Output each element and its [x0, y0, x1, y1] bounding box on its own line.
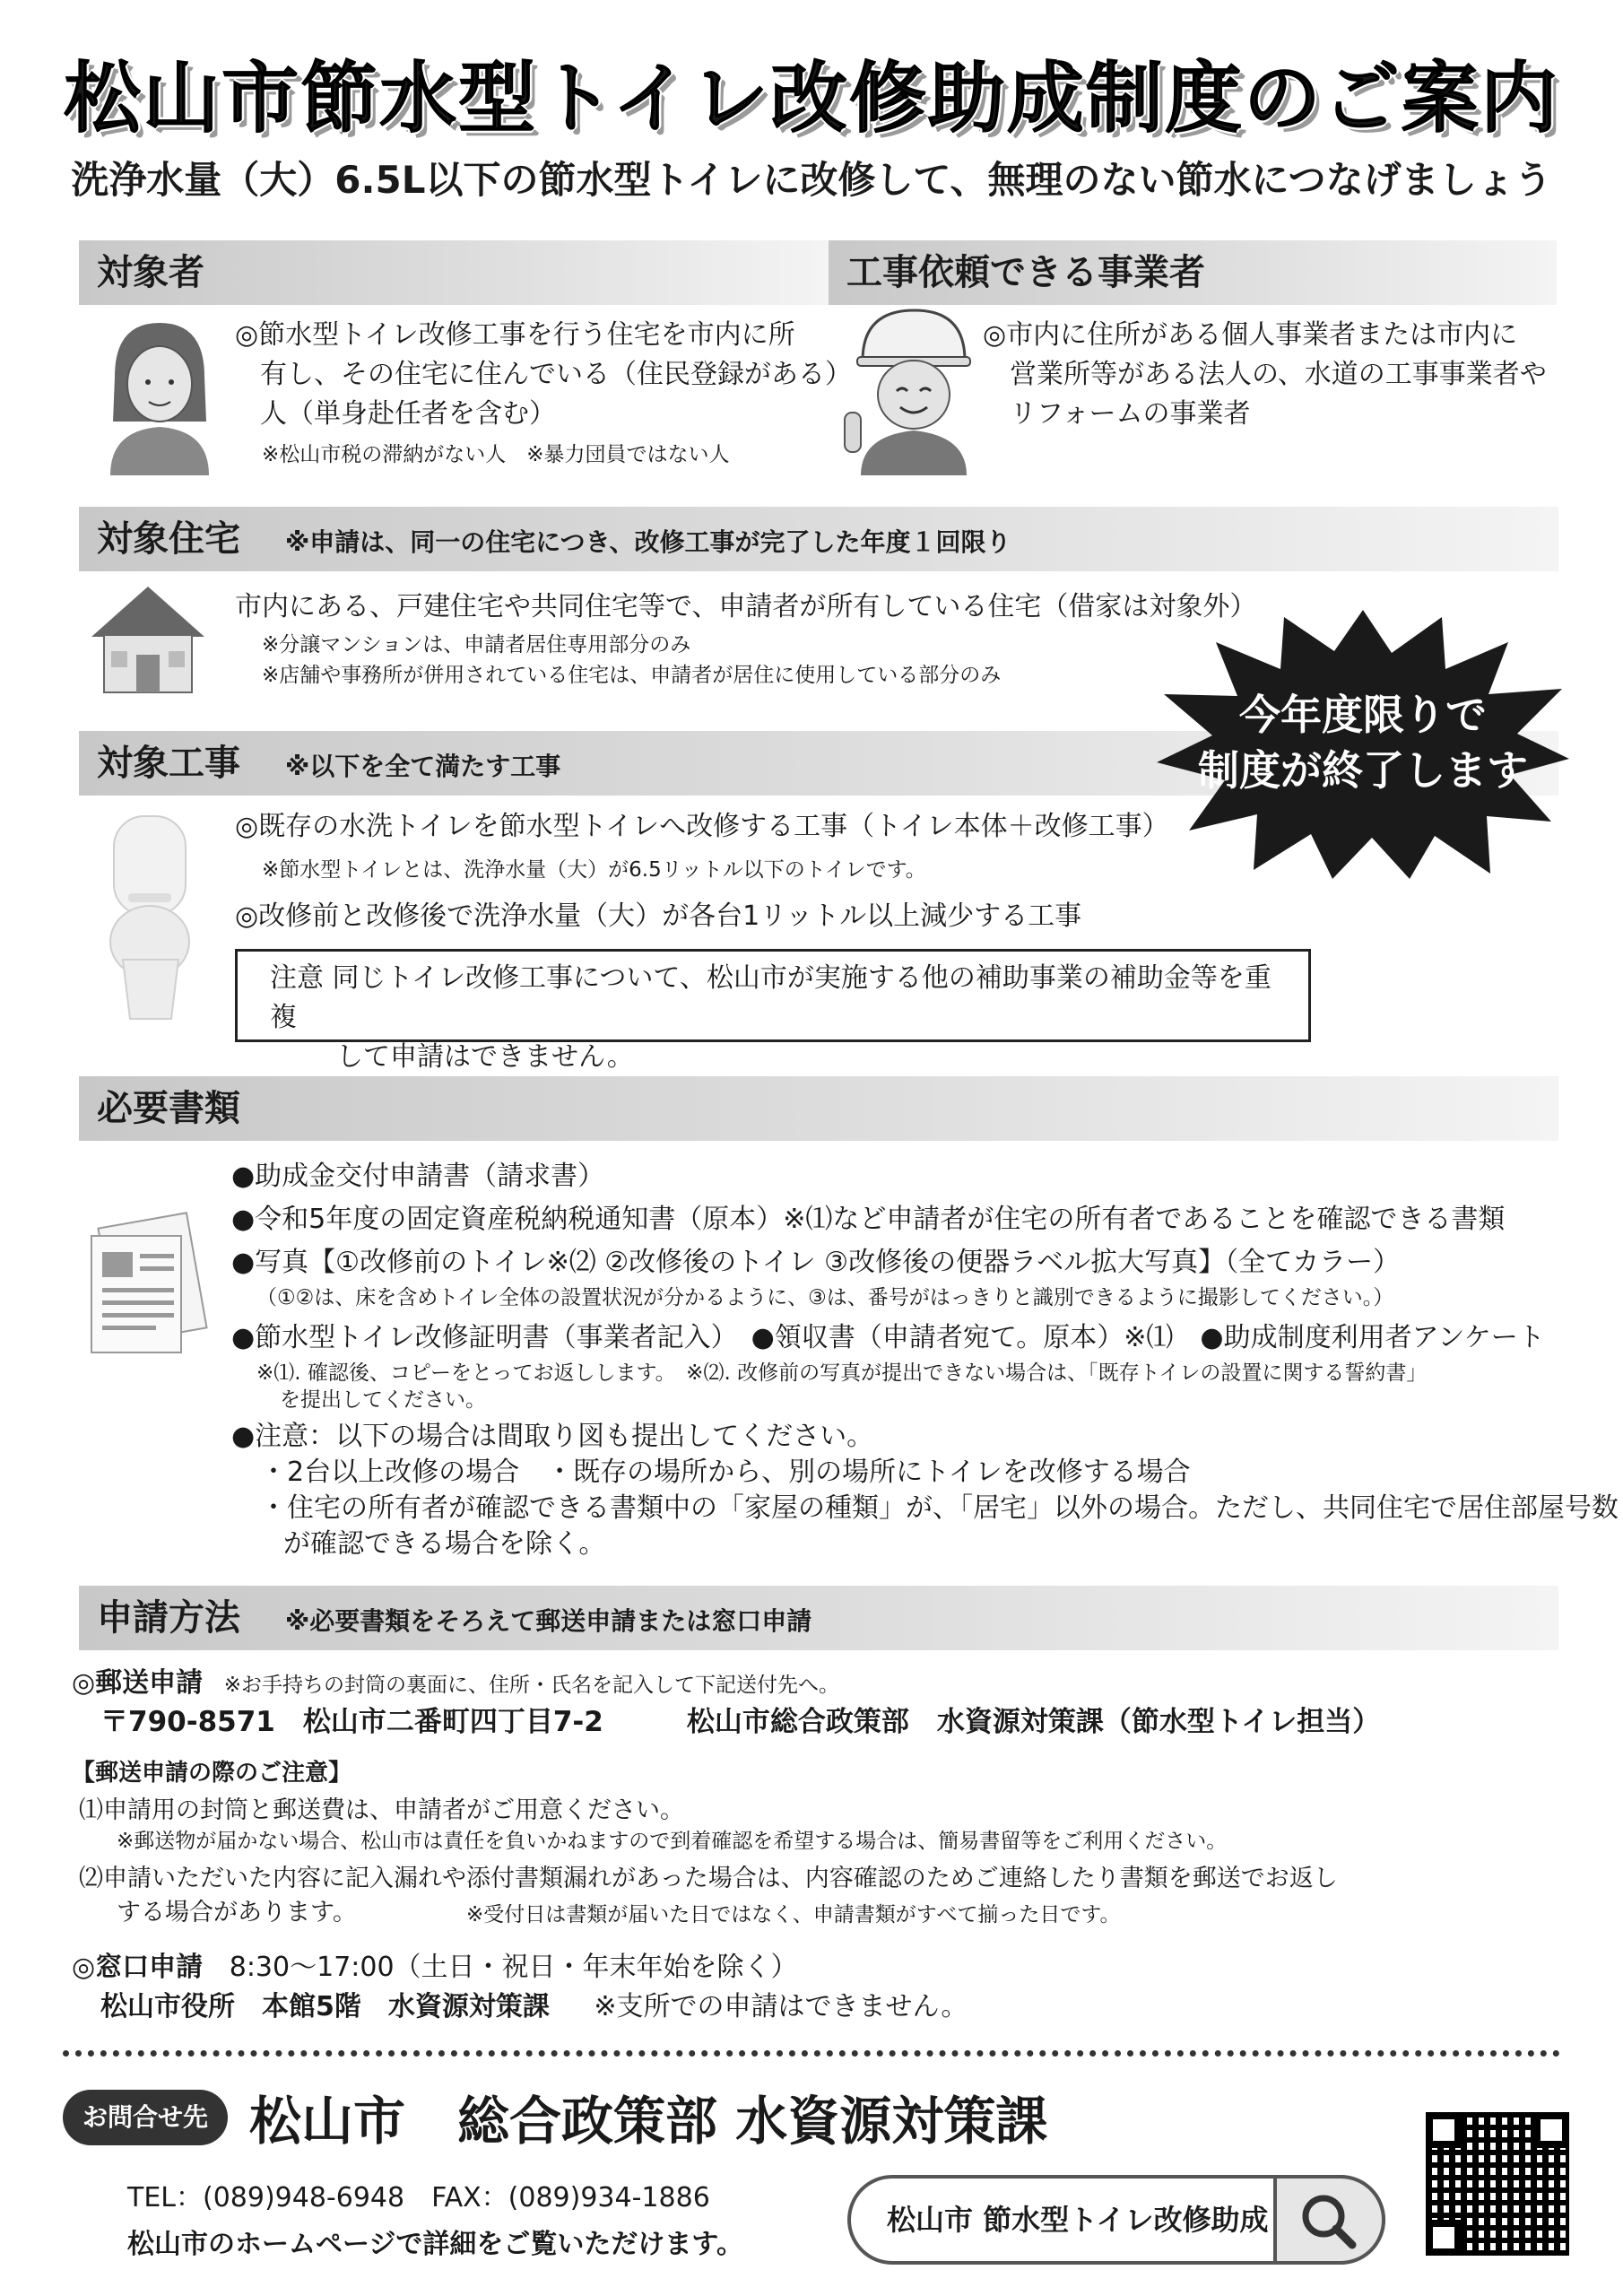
- section-heading-contractor: 工事依頼できる事業者: [829, 240, 1557, 305]
- work-note1: ※節水型トイレとは、洗浄水量（大）が6.5リットル以下のトイレです。: [262, 858, 926, 882]
- search-box-text: 松山市 節水型トイレ改修助成: [887, 2203, 1269, 2237]
- search-button[interactable]: [1273, 2175, 1385, 2265]
- work-line1: ◎既存の水洗トイレを節水型トイレへ改修する工事（トイレ本体＋改修工事）: [235, 811, 1169, 842]
- burst-line2: 制度が終了します: [1198, 746, 1528, 795]
- mail-caution2-note: ※受付日は書類が届いた日ではなく、申請書類がすべて揃った日です。: [466, 1903, 1121, 1926]
- house-heading-note: ※申請は、同一の住宅につき、改修工事が完了した年度１回限り: [285, 527, 1011, 557]
- mail-caution1: ⑴申請用の封筒と郵送費は、申請者がご用意ください。: [79, 1796, 684, 1824]
- worker-illustration: [843, 305, 977, 475]
- ending-notice-burst: [1157, 610, 1569, 879]
- eligible-person-note: ※松山市税の滞納がない人 ※暴力団員ではない人: [262, 443, 730, 466]
- contact-homepage: 松山市のホームページで詳細をご覧いただけます。: [127, 2229, 743, 2260]
- doc-item5-c: が確認できる場合を除く。: [283, 1528, 606, 1560]
- contact-office: 松山市 総合政策部 水資源対策課: [249, 2091, 1048, 2152]
- work-heading-label: 対象工事: [97, 743, 240, 784]
- work-heading-note: ※以下を全て満たす工事: [285, 752, 561, 781]
- mail-caution-head: 【郵送申請の際のご注意】: [72, 1760, 352, 1787]
- page-title: 松山市節水型トイレ改修助成制度のご案内: [64, 54, 1559, 144]
- doc-item5-b: ・住宅の所有者が確認できる書類中の「家屋の種類」が、「居宅」以外の場合。ただし、共同住宅で居住部屋号数: [260, 1492, 1619, 1524]
- qr-code[interactable]: [1426, 2112, 1569, 2256]
- mail-address: 〒790-8571 松山市二番町四丁目7-2 松山市総合政策部 水資源対策課（節水型トイレ担当）: [100, 1706, 1381, 1738]
- window-label: ◎窓口申請: [72, 1952, 204, 1983]
- eligible-person-line1: ◎節水型トイレ改修工事を行う住宅を市内に所: [235, 319, 795, 351]
- doc-item2: ●令和5年度の固定資産税納税通知書（原本）※⑴など申請者が住宅の所有者であることを確認できる書類: [231, 1204, 1506, 1235]
- woman-illustration: [97, 314, 222, 475]
- work-line2: ◎改修前と改修後で洗浄水量（大）が各台1リットル以上減少する工事: [235, 900, 1082, 932]
- window-place: 松山市役所 本館5階 水資源対策課: [100, 1991, 550, 2022]
- doc-item5: ●注意：以下の場合は間取り図も提出してください。: [231, 1421, 874, 1452]
- mail-note: ※お手持ちの封筒の裏面に、住所・氏名を記入して下記送付先へ。: [223, 1674, 840, 1697]
- application-heading-label: 申請方法: [97, 1597, 240, 1639]
- doc-item4-note2: を提出してください。: [280, 1388, 486, 1412]
- house-line1: 市内にある、戸建住宅や共同住宅等で、申請者が所有している住宅（借家は対象外）: [235, 591, 1257, 622]
- doc-item1: ●助成金交付申請書（請求書）: [231, 1161, 605, 1192]
- section-divider: [63, 2050, 1560, 2057]
- toilet-illustration: [103, 807, 197, 1022]
- doc-item3-note: （①②は、床を含めトイレ全体の設置状況が分かるように、③は、番号がはっきりと識別できるように撮影してください。）: [256, 1286, 1394, 1309]
- mail-label: ◎郵送申請: [72, 1667, 204, 1699]
- eligible-person-line3: 人（単身赴任者を含む）: [260, 398, 556, 430]
- contact-phone: TEL：(089)948-6948 FAX：(089)934-1886: [127, 2182, 710, 2213]
- window-hours: 8:30〜17:00（土日・祝日・年末年始を除く）: [229, 1952, 798, 1983]
- mail-caution1-note: ※郵送物が届かない場合、松山市は責任を負いかねますので到着確認を希望する場合は、簡易書留等をご利用ください。: [117, 1830, 1228, 1853]
- section-heading-application: [79, 1586, 1558, 1650]
- mail-application: [72, 1664, 839, 1703]
- house-heading-label: 対象住宅: [97, 518, 240, 560]
- contractor-line1: ◎市内に住所がある個人事業者または市内に: [983, 319, 1518, 351]
- contact-badge: お問合せ先: [63, 2090, 228, 2145]
- section-heading-documents: 必要書類: [79, 1076, 1558, 1141]
- contractor-line2: 営業所等がある法人の、水道の工事事業者や: [1010, 359, 1547, 390]
- doc-item3: ●写真【①改修前のトイレ※⑵ ②改修後のトイレ ③改修後の便器ラベル拡大写真】（全てカラー）: [231, 1247, 1401, 1278]
- house-note2: ※店舗や事務所が併用されている住宅は、申請者が居住に使用している部分のみ: [262, 664, 1002, 687]
- doc-item4-note1: ※⑴. 確認後、コピーをとってお返しします。 ※⑵. 改修前の写真が提出できない場合は、「既存トイレの設置に関する誓約書」: [256, 1361, 1428, 1385]
- mail-caution2b: する場合があります。: [117, 1899, 357, 1926]
- caution-box: [235, 949, 1311, 1073]
- burst-line1: 今年度限りで: [1239, 691, 1487, 739]
- page-subtitle: 洗浄水量（大）6.5L以下の節水型トイレに改修して、無理のない節水につなげましょう: [71, 158, 1552, 202]
- section-heading-eligible-person: 対象者: [79, 240, 832, 305]
- caution-line1: 注意 同じトイレ改修工事について、松山市が実施する他の補助事業の補助金等を重複: [270, 962, 1271, 1033]
- documents-illustration: [72, 1211, 224, 1363]
- eligible-person-line2: 有し、その住宅に住んでいる（住民登録がある）: [260, 359, 852, 390]
- window-place-row: [100, 1987, 968, 2027]
- search-icon: [1277, 2179, 1382, 2261]
- contractor-line3: リフォームの事業者: [1010, 398, 1251, 430]
- window-application: [72, 1948, 798, 1987]
- house-illustration: [90, 583, 206, 695]
- doc-item5-a: ・2台以上改修の場合 ・既存の場所から、別の場所にトイレを改修する場合: [260, 1457, 1191, 1488]
- caution-line2: して申請はできません。: [336, 1041, 634, 1073]
- section-heading-house: [79, 507, 1558, 571]
- house-note1: ※分譲マンションは、申請者居住専用部分のみ: [262, 633, 691, 657]
- application-heading-note: ※必要書類をそろえて郵送申請または窓口申請: [285, 1606, 812, 1636]
- window-note: ※支所での申請はできません。: [594, 1991, 968, 2022]
- mail-caution2: ⑵申請いただいた内容に記入漏れや添付書類漏れがあった場合は、内容確認のためご連絡したり書類を郵送でお返し: [79, 1865, 1338, 1892]
- doc-item4: ●節水型トイレ改修証明書（事業者記入） ●領収書（申請者宛て。原本）※⑴ ●助成制度利用者アンケート: [231, 1322, 1545, 1353]
